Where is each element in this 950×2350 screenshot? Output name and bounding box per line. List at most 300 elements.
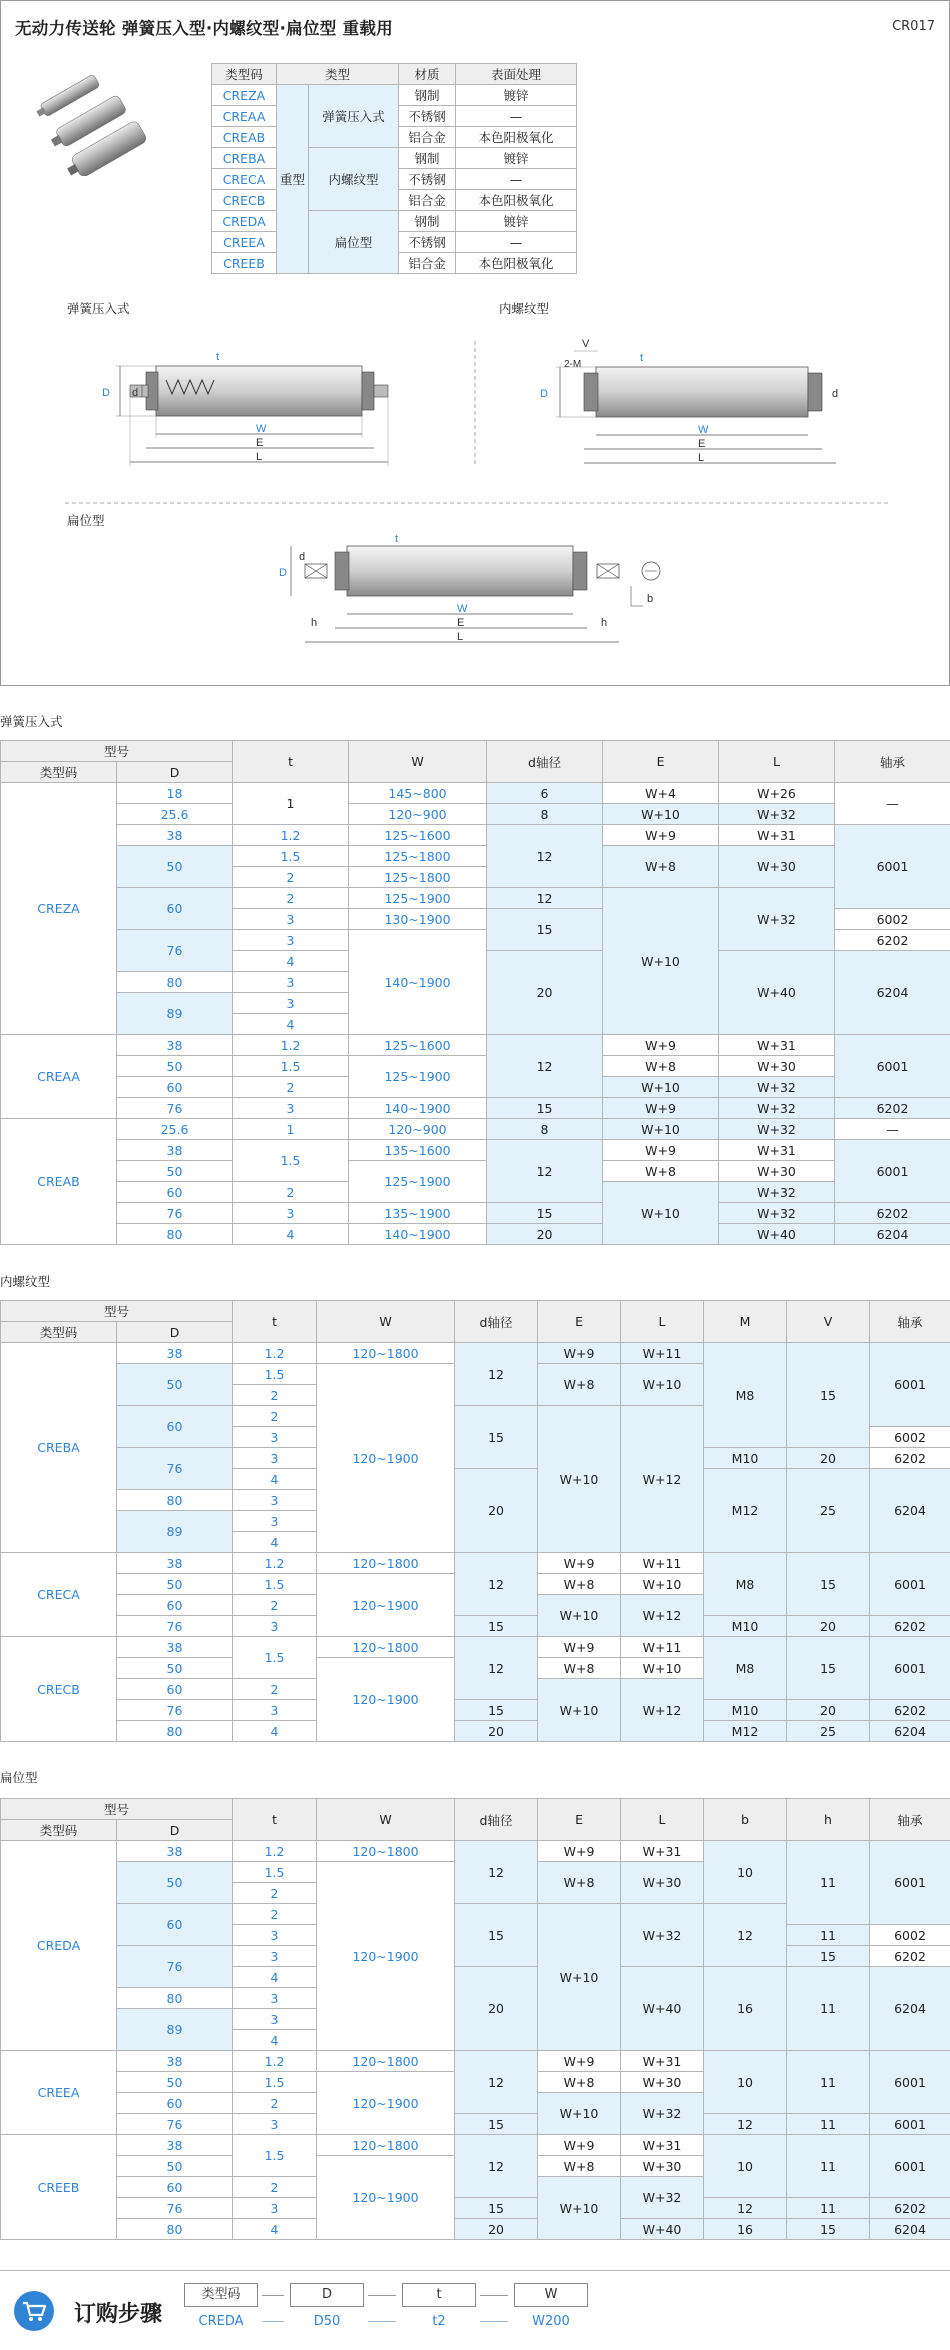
L-cell: W+32 — [719, 1203, 835, 1224]
b-cell: 10 — [704, 2135, 787, 2198]
L-cell: W+30 — [621, 1862, 704, 1904]
W-cell: 120~1900 — [317, 2072, 455, 2135]
h-cell: 15 — [787, 2219, 870, 2240]
d-cell: 15 — [455, 1700, 538, 1721]
treatment: 镀锌 — [456, 148, 577, 169]
d-cell: 15 — [487, 1098, 603, 1119]
L-cell: W+30 — [719, 1056, 835, 1077]
type-sub: 弹簧压入式 — [309, 85, 399, 148]
D-cell: 89 — [117, 993, 233, 1035]
d-cell: 12 — [487, 1140, 603, 1203]
M-cell: M8 — [704, 1553, 787, 1616]
bearing-cell: 6001 — [870, 1637, 950, 1700]
D-cell: 76 — [117, 1448, 233, 1490]
L-cell: W+32 — [719, 1119, 835, 1140]
model-header: 型号 — [1, 1799, 233, 1820]
t-header: t — [233, 741, 349, 783]
t-header: t — [233, 1799, 317, 1841]
D-header: D — [117, 762, 233, 783]
material: 铝合金 — [399, 253, 456, 274]
E-cell: W+10 — [603, 1182, 719, 1245]
V-cell: 15 — [787, 1343, 870, 1448]
L-cell: W+10 — [621, 1364, 704, 1406]
L-cell: W+12 — [621, 1679, 704, 1742]
D-cell: 89 — [117, 2009, 233, 2051]
L-header: L — [621, 1301, 704, 1343]
D-cell: 60 — [117, 1904, 233, 1946]
table-row — [1, 1119, 950, 1140]
t-cell: 3 — [233, 909, 349, 930]
d-cell: 15 — [487, 1203, 603, 1224]
order-value-W: W200 — [532, 2314, 570, 2329]
table-row — [1, 804, 950, 825]
h-cell: 15 — [787, 1946, 870, 1967]
L-cell: W+32 — [719, 888, 835, 951]
L-cell: W+32 — [621, 2093, 704, 2135]
W-cell: 135~1900 — [349, 1203, 487, 1224]
order-value-D: D50 — [313, 2314, 341, 2329]
t-cell: 3 — [233, 1946, 317, 1967]
code-header: 类型码 — [1, 762, 117, 783]
treatment: — — [456, 169, 577, 190]
t-cell: 1 — [233, 1119, 349, 1140]
dim-D: D — [102, 387, 110, 399]
t-cell: 3 — [233, 1203, 349, 1224]
order-dash — [480, 2321, 508, 2322]
W-cell: 135~1600 — [349, 1140, 487, 1161]
d-cell: 12 — [455, 1343, 538, 1406]
h-cell: 11 — [787, 1925, 870, 1946]
type-sub: 内螺纹型 — [309, 148, 399, 211]
W-cell: 120~1900 — [317, 1574, 455, 1637]
table-row — [1, 1161, 950, 1182]
b-cell: 16 — [704, 1967, 787, 2051]
code-cell: CREBA — [1, 1343, 117, 1553]
V-cell: 25 — [787, 1721, 870, 1742]
diagram-spring-title: 弹簧压入式 — [67, 301, 130, 316]
W-cell: 125~1800 — [349, 846, 487, 867]
bearing-cell: 6001 — [835, 825, 950, 909]
L-cell: W+30 — [621, 2156, 704, 2177]
order-steps-bar — [0, 2270, 950, 2350]
b-cell: 12 — [704, 1904, 787, 1967]
L-cell: W+31 — [621, 1841, 704, 1862]
W-cell: 120~1900 — [317, 1364, 455, 1553]
t-header: t — [233, 1301, 317, 1343]
W-cell: 125~1900 — [349, 1056, 487, 1098]
table-row — [1, 846, 950, 867]
bearing-cell: 6204 — [870, 1469, 950, 1553]
material: 不锈钢 — [399, 232, 456, 253]
E-cell: W+9 — [538, 1343, 621, 1364]
L-cell: W+31 — [719, 825, 835, 846]
table-row — [1, 1056, 950, 1077]
t-cell: 1 — [233, 783, 349, 825]
t-cell: 3 — [233, 2009, 317, 2030]
t-cell: 2 — [233, 1904, 317, 1925]
spring-diagram — [96, 336, 446, 486]
dim-L: L — [256, 451, 263, 463]
t-cell: 4 — [233, 1224, 349, 1245]
t-cell: 2 — [233, 1406, 317, 1427]
D-cell: 80 — [117, 1490, 233, 1511]
h-cell: 11 — [787, 2135, 870, 2198]
t-cell: 3 — [233, 972, 349, 993]
d-cell: 20 — [455, 1967, 538, 2051]
t-cell: 3 — [233, 993, 349, 1014]
E-cell: W+9 — [538, 1841, 621, 1862]
D-cell: 38 — [117, 2051, 233, 2072]
thread-diagram — [536, 331, 866, 486]
code-header: 类型码 — [1, 1820, 117, 1841]
type-sub: 扁位型 — [309, 211, 399, 274]
L-cell: W+30 — [719, 1161, 835, 1182]
treatment: — — [456, 106, 577, 127]
table-row — [1, 2219, 950, 2240]
D-cell: 80 — [117, 2219, 233, 2240]
d-header: d轴径 — [455, 1301, 538, 1343]
D-cell: 89 — [117, 1511, 233, 1553]
bearing-cell: 6204 — [835, 951, 950, 1035]
bearing-cell: 6001 — [835, 1035, 950, 1098]
order-dash — [368, 2295, 396, 2296]
type-main: 重型 — [277, 85, 309, 274]
E-cell: W+9 — [603, 1140, 719, 1161]
D-cell: 80 — [117, 972, 233, 993]
D-header: D — [117, 1322, 233, 1343]
D-cell: 80 — [117, 1721, 233, 1742]
type-code: CRECA — [212, 169, 277, 190]
D-cell: 76 — [117, 1700, 233, 1721]
type-code: CREZA — [212, 85, 277, 106]
t-cell: 1.5 — [233, 1364, 317, 1385]
table-row — [212, 148, 577, 169]
V-cell: 20 — [787, 1616, 870, 1637]
t-cell: 4 — [233, 1014, 349, 1035]
table-row — [1, 1035, 950, 1056]
page-code: CR017 — [892, 19, 935, 34]
treatment-header: 表面处理 — [456, 64, 577, 85]
E-header: E — [603, 741, 719, 783]
code-header: 类型码 — [1, 1322, 117, 1343]
bearing-cell: 6204 — [870, 1967, 950, 2051]
order-value-code: CREDA — [198, 2314, 244, 2329]
table-row — [1, 783, 950, 804]
table-row — [212, 85, 577, 106]
d-cell: 15 — [455, 1406, 538, 1469]
d-cell: 12 — [455, 1841, 538, 1904]
D-cell: 50 — [117, 1161, 233, 1182]
E-cell: W+9 — [603, 825, 719, 846]
h-cell: 11 — [787, 2114, 870, 2135]
D-cell: 50 — [117, 1364, 233, 1406]
product-photo — [31, 61, 161, 176]
bearing-cell: 6001 — [870, 2114, 950, 2135]
type-code: CRECB — [212, 190, 277, 211]
d-cell: 12 — [487, 888, 603, 909]
L-cell: W+10 — [621, 1658, 704, 1679]
t-cell: 4 — [233, 2219, 317, 2240]
D-cell: 76 — [117, 1098, 233, 1119]
bearing-cell: 6202 — [870, 2198, 950, 2219]
section2-label: 内螺纹型 — [0, 1274, 51, 1289]
dim-t: t — [216, 351, 220, 363]
D-cell: 50 — [117, 1056, 233, 1077]
L-cell: W+32 — [719, 1182, 835, 1203]
bearing-cell: 6202 — [835, 930, 950, 951]
M-cell: M8 — [704, 1343, 787, 1448]
D-cell: 50 — [117, 1862, 233, 1904]
L-cell: W+11 — [621, 1343, 704, 1364]
D-cell: 50 — [117, 1658, 233, 1679]
dim-E: E — [457, 617, 465, 629]
code-cell: CREDA — [1, 1841, 117, 2051]
bearing-cell: 6202 — [870, 1700, 950, 1721]
D-cell: 76 — [117, 930, 233, 972]
t-cell: 3 — [233, 2114, 317, 2135]
t-cell: 1.5 — [233, 1637, 317, 1679]
d-cell: 6 — [487, 783, 603, 804]
W-cell: 140~1900 — [349, 1098, 487, 1119]
t-cell: 1.5 — [233, 1140, 349, 1182]
L-cell: W+30 — [621, 2072, 704, 2093]
d-cell: 20 — [455, 1721, 538, 1742]
M-cell: M10 — [704, 1700, 787, 1721]
treatment: 本色阳极氧化 — [456, 253, 577, 274]
D-cell: 60 — [117, 1406, 233, 1448]
dim-E: E — [698, 438, 706, 450]
dim-d: d — [299, 551, 306, 563]
d-cell: 12 — [487, 825, 603, 888]
order-box-W: W — [514, 2283, 588, 2307]
bearing-cell: 6202 — [870, 1448, 950, 1469]
dim-h-right: h — [601, 617, 608, 629]
b-header: b — [704, 1799, 787, 1841]
t-cell: 4 — [233, 1469, 317, 1490]
t-cell: 2 — [233, 1679, 317, 1700]
table-row — [1, 1098, 950, 1119]
E-cell: W+4 — [603, 783, 719, 804]
t-cell: 1.5 — [233, 1574, 317, 1595]
L-cell: W+32 — [719, 804, 835, 825]
d-cell: 15 — [455, 2114, 538, 2135]
type-code: CREBA — [212, 148, 277, 169]
table-row — [1, 2114, 950, 2135]
t-cell: 1.2 — [233, 2051, 317, 2072]
table-row — [1, 1553, 950, 1574]
E-cell: W+8 — [603, 1056, 719, 1077]
code-cell: CRECB — [1, 1637, 117, 1742]
type-code: CREEB — [212, 253, 277, 274]
order-dash — [368, 2321, 396, 2322]
d-cell: 20 — [455, 1469, 538, 1553]
type-code: CREAB — [212, 127, 277, 148]
t-cell: 2 — [233, 888, 349, 909]
W-cell: 125~1900 — [349, 888, 487, 909]
W-cell: 125~1800 — [349, 867, 487, 888]
D-cell: 60 — [117, 888, 233, 930]
bearing-cell: 6001 — [870, 1553, 950, 1616]
W-cell: 145~800 — [349, 783, 487, 804]
table-row — [1, 1616, 950, 1637]
L-cell: W+12 — [621, 1406, 704, 1553]
L-cell: W+40 — [621, 2219, 704, 2240]
W-cell: 125~1600 — [349, 1035, 487, 1056]
code-cell: CREAA — [1, 1035, 117, 1119]
order-box-t: t — [402, 2283, 476, 2307]
order-box-code: 类型码 — [184, 2283, 258, 2307]
table-row — [1, 1203, 950, 1224]
treatment: — — [456, 232, 577, 253]
treatment: 镀锌 — [456, 85, 577, 106]
bearing-header: 轴承 — [870, 1799, 950, 1841]
table-header-row — [1, 741, 950, 762]
h-header: h — [787, 1799, 870, 1841]
E-cell: W+8 — [538, 1658, 621, 1679]
E-cell: W+8 — [538, 1574, 621, 1595]
d-header: d轴径 — [487, 741, 603, 783]
W-cell: 120~1900 — [317, 1658, 455, 1742]
D-cell: 25.6 — [117, 804, 233, 825]
model-header: 型号 — [1, 1301, 233, 1322]
W-cell: 125~1600 — [349, 825, 487, 846]
E-cell: W+9 — [603, 1098, 719, 1119]
L-cell: W+26 — [719, 783, 835, 804]
thread-spec-table — [0, 1300, 950, 1742]
W-cell: 120~900 — [349, 804, 487, 825]
E-cell: W+8 — [603, 846, 719, 888]
W-cell: 130~1900 — [349, 909, 487, 930]
dim-W: W — [457, 603, 468, 615]
V-cell: 15 — [787, 1637, 870, 1700]
table-row — [1, 1841, 950, 1862]
d-cell: 8 — [487, 804, 603, 825]
D-cell: 38 — [117, 1343, 233, 1364]
W-cell: 120~1800 — [317, 2135, 455, 2156]
order-dash — [480, 2295, 508, 2296]
bearing-cell: 6001 — [870, 2051, 950, 2114]
D-cell: 80 — [117, 1988, 233, 2009]
V-header: V — [787, 1301, 870, 1343]
bearing-cell: 6001 — [835, 1140, 950, 1203]
t-cell: 3 — [233, 1700, 317, 1721]
table-header-row — [1, 1799, 950, 1820]
bearing-cell: 6202 — [870, 1946, 950, 1967]
t-cell: 3 — [233, 1448, 317, 1469]
t-cell: 4 — [233, 951, 349, 972]
L-cell: W+11 — [621, 1637, 704, 1658]
E-cell: W+10 — [538, 1904, 621, 2051]
M-header: M — [704, 1301, 787, 1343]
bearing-cell: 6204 — [870, 2219, 950, 2240]
bearing-cell: 6002 — [870, 1427, 950, 1448]
D-cell: 38 — [117, 1035, 233, 1056]
code-cell: CREZA — [1, 783, 117, 1035]
b-cell: 10 — [704, 1841, 787, 1904]
code-cell: CREAB — [1, 1119, 117, 1245]
E-cell: W+10 — [603, 1119, 719, 1140]
D-cell: 60 — [117, 1182, 233, 1203]
table-row — [1, 2198, 950, 2219]
D-cell: 80 — [117, 1224, 233, 1245]
D-cell: 60 — [117, 1595, 233, 1616]
L-cell: W+31 — [719, 1035, 835, 1056]
table-row — [212, 211, 577, 232]
D-cell: 60 — [117, 2177, 233, 2198]
material-header: 材质 — [399, 64, 456, 85]
type-table-header — [212, 64, 577, 85]
bearing-cell: 6002 — [835, 909, 950, 930]
b-cell: 16 — [704, 2219, 787, 2240]
D-cell: 38 — [117, 1637, 233, 1658]
V-cell: 20 — [787, 1700, 870, 1721]
table-row — [1, 1343, 950, 1364]
D-cell: 60 — [117, 1679, 233, 1700]
M-cell: M12 — [704, 1469, 787, 1553]
D-header: D — [117, 1820, 233, 1841]
section1-label: 弹簧压入式 — [0, 714, 63, 729]
W-cell: 120~1800 — [317, 2051, 455, 2072]
E-header: E — [538, 1799, 621, 1841]
W-header: W — [317, 1799, 455, 1841]
d-cell: 12 — [455, 2051, 538, 2114]
dim-h-left: h — [311, 617, 318, 629]
L-cell: W+10 — [621, 1574, 704, 1595]
W-cell: 140~1900 — [349, 1224, 487, 1245]
t-cell: 4 — [233, 1532, 317, 1553]
L-cell: W+40 — [719, 1224, 835, 1245]
E-cell: W+8 — [538, 2156, 621, 2177]
table-row — [1, 2135, 950, 2156]
t-cell: 3 — [233, 1511, 317, 1532]
d-cell: 12 — [487, 1035, 603, 1098]
D-cell: 60 — [117, 2093, 233, 2114]
page-title: 无动力传送轮 弹簧压入型·内螺纹型·扁位型 重载用 — [15, 19, 394, 38]
b-cell: 10 — [704, 2051, 787, 2114]
E-cell: W+10 — [538, 1595, 621, 1637]
E-cell: W+8 — [538, 2072, 621, 2093]
treatment: 本色阳极氧化 — [456, 127, 577, 148]
L-cell: W+31 — [621, 2135, 704, 2156]
L-cell: W+40 — [719, 951, 835, 1035]
code-cell: CREEB — [1, 2135, 117, 2240]
b-cell: 12 — [704, 2198, 787, 2219]
bearing-cell: 6002 — [870, 1925, 950, 1946]
D-cell: 50 — [117, 846, 233, 888]
L-cell: W+40 — [621, 1967, 704, 2051]
h-cell: 11 — [787, 1967, 870, 2051]
D-cell: 38 — [117, 825, 233, 846]
D-cell: 76 — [117, 1616, 233, 1637]
table-row — [1, 2051, 950, 2072]
bearing-cell: 6001 — [870, 1841, 950, 1925]
L-header: L — [621, 1799, 704, 1841]
bearing-cell: 6202 — [835, 1098, 950, 1119]
bearing-header: 轴承 — [870, 1301, 950, 1343]
dim-t: t — [395, 533, 399, 545]
dim-t: t — [640, 352, 644, 364]
bearing-cell: 6204 — [835, 1224, 950, 1245]
d-cell: 12 — [455, 1553, 538, 1616]
table-row — [1, 1140, 950, 1161]
W-cell: 120~1800 — [317, 1343, 455, 1364]
d-cell: 12 — [455, 2135, 538, 2198]
M-cell: M12 — [704, 1721, 787, 1742]
h-cell: 11 — [787, 1841, 870, 1925]
W-cell: 140~1900 — [349, 930, 487, 1035]
order-value-t: t2 — [432, 2314, 446, 2329]
d-cell: 12 — [455, 1637, 538, 1700]
